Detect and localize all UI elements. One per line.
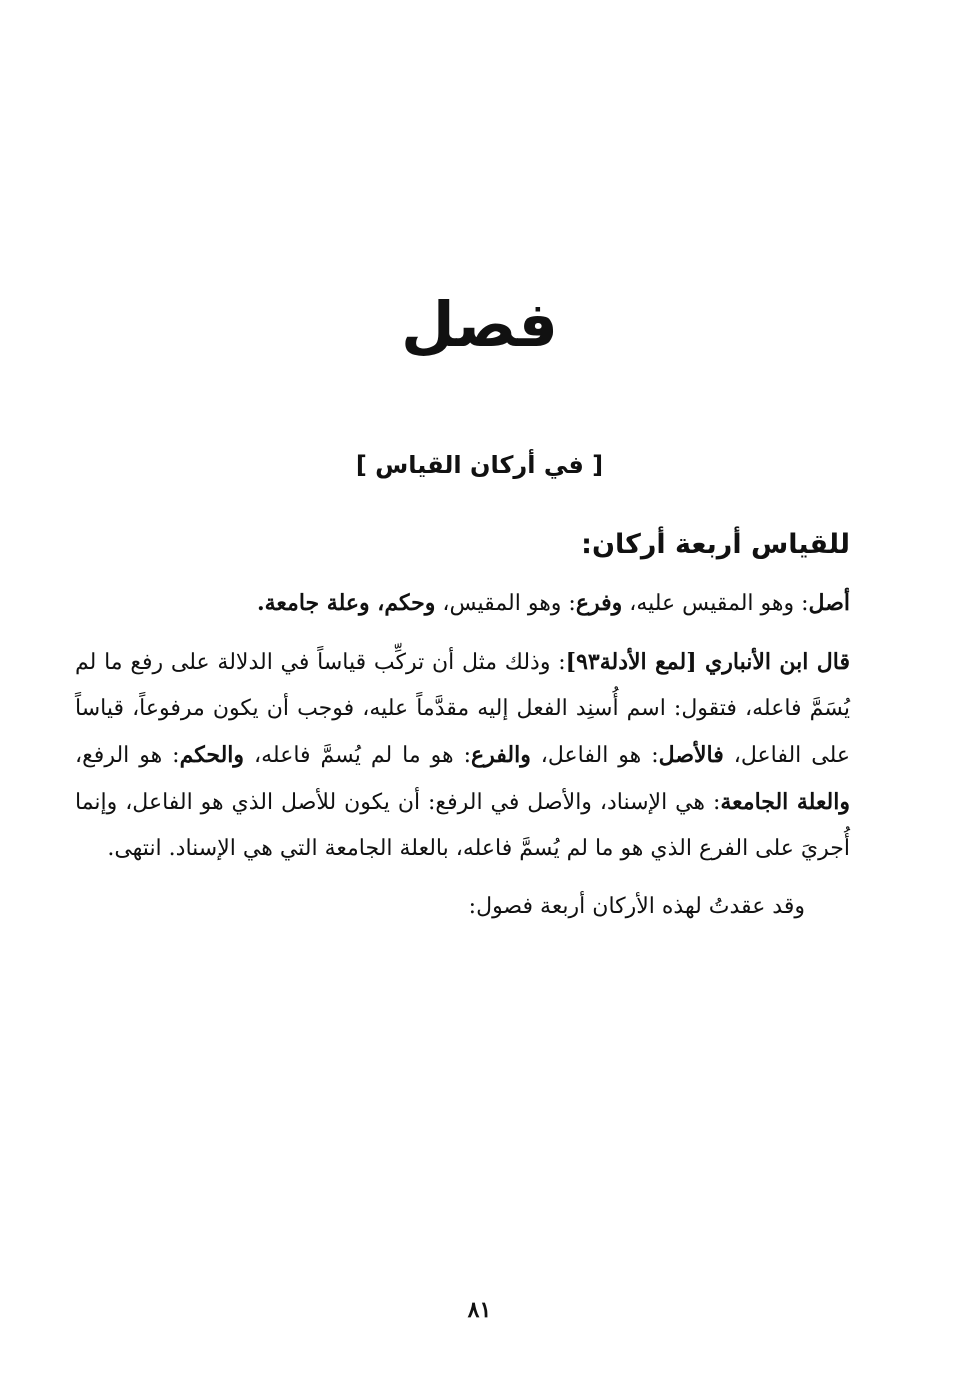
term-asl: أصل [808,590,850,616]
quote-paragraph [75,639,850,872]
body-text [75,520,850,930]
section-subtitle: [ في أركان القياس ] [355,451,604,479]
far-definition: : وهو المقيس، [435,591,576,616]
quote-source: قال ابن الأنباري [لمع الأدلة٩٣] [565,649,850,675]
term-far: وفرع [575,590,623,616]
quote-text-4: : هو الرفع، [75,743,180,768]
quote-term-hukm: والحكم [179,742,245,768]
quote-text-1: : وذلك مثل أن تركِّب قياساً في الدلالة على رفع ما لم يُسَمَّ فاعله، فتقول: اسم أُسنِد الفعل إليه مقدَّماً عليه، فوجب أن يكون مرفوعاً، قياساً على الفاعل، [75,650,850,768]
page-number: ٨١ [467,1297,492,1323]
quote-text-2: : هو الفاعل، [530,743,659,768]
pillars-paragraph [75,580,850,627]
quote-term-asl: فالأصل [658,742,724,768]
asl-definition: : وهو المقيس عليه، [622,591,809,616]
quote-term-far: والفرع [470,742,531,768]
quote-text-3: : هو ما لم يُسمَّ فاعله، [244,743,471,768]
term-illa: وعلة جامعة. [256,590,370,616]
chapter-title: فصل [400,288,559,361]
term-hukm: وحكم، [369,590,436,616]
section-heading: للقياس أربعة أركان: [581,529,850,560]
closing-line: وقد عقدتُ لهذه الأركان أربعة فصول: [468,894,805,919]
quote-text-5: : هي الإسناد، والأصل في الرفع: أن يكون للأصل الذي هو الفاعل، وإنما أُجريَ على الفرع الذي هو ما لم يُسمَّ فاعله، بالعلة الجامعة التي هي الإسناد. انتهى. [75,790,850,861]
quote-term-illa: والعلة الجامعة [720,789,851,815]
